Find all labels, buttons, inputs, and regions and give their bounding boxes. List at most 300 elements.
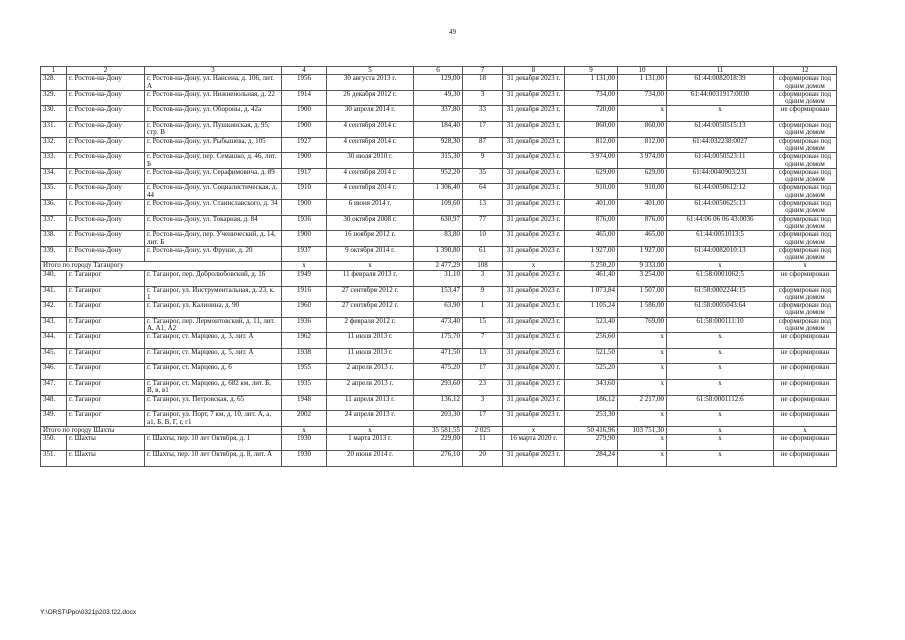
table-cell: 31 декабря 2023 г. <box>503 246 565 262</box>
table-cell: 253,30 <box>565 411 618 427</box>
table-cell: 910,00 <box>565 184 618 200</box>
table-cell: г. Таганрог, ул. Калинина, д. 90 <box>145 302 282 318</box>
table-cell: 1900 <box>282 153 327 169</box>
table-cell: х <box>667 435 774 451</box>
subtotal-cell: х <box>774 262 837 271</box>
table-cell: 1917 <box>282 168 327 184</box>
table-row <box>41 200 837 216</box>
table-cell: 1955 <box>282 364 327 380</box>
table-cell: 523,40 <box>565 317 618 333</box>
table-cell: 31 декабря 2023 г. <box>503 270 565 286</box>
table-cell: 471,50 <box>414 348 463 364</box>
subtotal-cell: х <box>327 426 414 435</box>
table-cell: 2 февраля 2012 г. <box>327 317 414 333</box>
table-cell: 15 <box>463 317 503 333</box>
table-cell: 61:44:0040903:231 <box>667 168 774 184</box>
table-cell: 1900 <box>282 122 327 138</box>
table-row <box>41 348 837 364</box>
table-cell: сформирован под одним домом <box>774 184 837 200</box>
table-cell: г. Таганрог <box>67 317 145 333</box>
table-cell: 31 декабря 2023 г. <box>503 333 565 349</box>
table-cell: х <box>618 411 667 427</box>
table-cell: 10 <box>463 231 503 247</box>
table-cell: 64 <box>463 184 503 200</box>
table-cell: 343,60 <box>565 380 618 396</box>
table-cell: 61 <box>463 246 503 262</box>
table-cell: х <box>667 411 774 427</box>
table-cell: х <box>667 106 774 122</box>
table-cell: 63,90 <box>414 302 463 318</box>
table-cell: 77 <box>463 215 503 231</box>
table-cell: 1914 <box>282 90 327 106</box>
subtotal-cell: х <box>667 426 774 435</box>
table-cell: сформирован под одним домом <box>774 122 837 138</box>
table-cell: 31 декабря 2023 г. <box>503 90 565 106</box>
table-cell: 335. <box>41 184 67 200</box>
column-header: 7 <box>463 67 503 75</box>
table-cell: 31 декабря 2023 г. <box>503 411 565 427</box>
table-cell: х <box>618 380 667 396</box>
table-cell: г. Ростов-на-Дону, пер. Семашко, д. 46, лит. Б <box>145 153 282 169</box>
table-cell: 16 ноября 2012 г. <box>327 231 414 247</box>
table-cell: 20 июня 2014 г. <box>327 450 414 466</box>
table-cell: г. Таганрог <box>67 302 145 318</box>
table-cell: 525,20 <box>565 364 618 380</box>
table-cell: 31 декабря 2023 г. <box>503 184 565 200</box>
table-cell: 229,00 <box>414 435 463 451</box>
table-row <box>41 137 837 153</box>
table-cell: 61:44:0082010:13 <box>667 246 774 262</box>
table-cell: г. Ростов-на-Дону <box>67 137 145 153</box>
table-cell: 876,00 <box>565 215 618 231</box>
table-cell: 769,00 <box>618 317 667 333</box>
table-cell: 629,00 <box>565 168 618 184</box>
table-cell: 1 131,00 <box>565 75 618 91</box>
table-cell: 30 августа 2013 г. <box>327 75 414 91</box>
table-cell: 31 декабря 2023 г. <box>503 215 565 231</box>
table-cell: 13 <box>463 348 503 364</box>
column-header: 3 <box>145 67 282 75</box>
table-cell: г. Шахты, пер. 10 лет Октября, д. 8, лит. А <box>145 450 282 466</box>
table-cell: 49,30 <box>414 90 463 106</box>
table-cell: 337. <box>41 215 67 231</box>
table-cell: 31 декабря 2023 г. <box>503 395 565 411</box>
table-cell: сформирован под одним домом <box>774 302 837 318</box>
table-cell: сформирован под одним домом <box>774 286 837 302</box>
table-cell: г. Таганрог <box>67 333 145 349</box>
subtotal-cell: х <box>774 426 837 435</box>
table-cell: 1938 <box>282 348 327 364</box>
table-cell: 337,80 <box>414 106 463 122</box>
table-cell: 1 927,00 <box>565 246 618 262</box>
table-cell: 61:58:0002244:15 <box>667 286 774 302</box>
table-cell: 17 <box>463 364 503 380</box>
table-row <box>41 184 837 200</box>
table-cell: 11 апреля 2013 г. <box>327 395 414 411</box>
table-cell: сформирован под одним домом <box>774 168 837 184</box>
table-row <box>41 122 837 138</box>
table-cell: г. Ростов-на-Дону <box>67 246 145 262</box>
table-row <box>41 168 837 184</box>
table-cell: 284,24 <box>565 450 618 466</box>
table-cell: 812,00 <box>565 137 618 153</box>
table-cell: 1949 <box>282 270 327 286</box>
column-header: 9 <box>565 67 618 75</box>
table-cell: 27 сентября 2012 г. <box>327 302 414 318</box>
table-cell: 4 сентября 2014 г. <box>327 184 414 200</box>
table-cell: сформирован под одним домом <box>774 75 837 91</box>
table-body <box>41 67 837 467</box>
table-cell: 1 927,00 <box>618 246 667 262</box>
table-cell: 521,50 <box>565 348 618 364</box>
table-cell: 928,30 <box>414 137 463 153</box>
table-cell: г. Таганрог <box>67 411 145 427</box>
column-header: 1 <box>41 67 67 75</box>
table-cell: 276,10 <box>414 450 463 466</box>
table-cell: 812,00 <box>618 137 667 153</box>
table-cell: сформирован под одним домом <box>774 246 837 262</box>
table-cell: 3 254,00 <box>618 270 667 286</box>
table-cell: 1930 <box>282 450 327 466</box>
table-cell: г. Таганрог, ул. Петровская, д. 65 <box>145 395 282 411</box>
table-cell: 1 306,40 <box>414 184 463 200</box>
table-cell: сформирован под одним домом <box>774 231 837 247</box>
table-cell: г. Таганрог <box>67 348 145 364</box>
table-cell: 9 <box>463 286 503 302</box>
table-cell: 3 <box>463 270 503 286</box>
table-cell: г. Ростов-на-Дону <box>67 231 145 247</box>
table-cell: не сформирован <box>774 450 837 466</box>
table-row <box>41 435 837 451</box>
table-cell: г. Таганрог, ст. Марцево, д. 682 км, лит. Б, В, в, в1 <box>145 380 282 396</box>
table-cell: 1 105,24 <box>565 302 618 318</box>
subtotal-cell: 2 025 <box>463 426 503 435</box>
table-cell: 734,00 <box>565 90 618 106</box>
table-cell: 473,40 <box>414 317 463 333</box>
table-cell: 475,20 <box>414 364 463 380</box>
table-cell: 1 <box>463 302 503 318</box>
table-cell: 61:44:0051013:5 <box>667 231 774 247</box>
table-cell: г. Таганрог, ст. Марцево, д. 5, лит. А <box>145 348 282 364</box>
table-cell: сформирован под одним домом <box>774 200 837 216</box>
table-cell: г. Ростов-на-Дону <box>67 184 145 200</box>
table-cell: 876,00 <box>618 215 667 231</box>
table-cell: 61:58:0001112:6 <box>667 395 774 411</box>
column-header: 10 <box>618 67 667 75</box>
table-cell: 61:58:0001062:5 <box>667 270 774 286</box>
table-cell: 31 декабря 2020 г. <box>503 364 565 380</box>
table-cell: 1936 <box>282 215 327 231</box>
table-cell: 401,00 <box>565 200 618 216</box>
table-cell: 3 974,00 <box>565 153 618 169</box>
table-cell: 338. <box>41 231 67 247</box>
subtotal-label: Итого по городу Шахты <box>41 426 282 435</box>
table-row <box>41 395 837 411</box>
table-cell: 31,10 <box>414 270 463 286</box>
table-cell: 256,60 <box>565 333 618 349</box>
table-cell: 2 217,00 <box>618 395 667 411</box>
table-cell: 31 декабря 2023 г. <box>503 168 565 184</box>
table-cell: г. Таганрог <box>67 286 145 302</box>
table-cell: 1930 <box>282 435 327 451</box>
table-row <box>41 450 837 466</box>
table-cell: 1935 <box>282 380 327 396</box>
table-cell: 3 <box>463 90 503 106</box>
table-cell: 16 марта 2020 г. <box>503 435 565 451</box>
table-cell: 33 <box>463 106 503 122</box>
table-cell: 465,00 <box>565 231 618 247</box>
table-cell: 23 <box>463 380 503 396</box>
table-cell: 1916 <box>282 286 327 302</box>
table-cell: 24 апреля 2013 г. <box>327 411 414 427</box>
table-cell: 734,00 <box>618 90 667 106</box>
table-cell: 720,00 <box>565 106 618 122</box>
table-cell: г. Ростов-на-Дону, ул. Токарная, д. 84 <box>145 215 282 231</box>
table-cell: сформирован под одним домом <box>774 137 837 153</box>
table-cell: 333. <box>41 153 67 169</box>
table-cell: г. Ростов-на-Дону, ул. Фрунзе, д. 20 <box>145 246 282 262</box>
table-cell: г. Ростов-на-Дону <box>67 90 145 106</box>
table-cell: х <box>667 380 774 396</box>
table-cell: 343. <box>41 317 67 333</box>
table-cell: 109,60 <box>414 200 463 216</box>
table-cell: 26 декабря 2012 г. <box>327 90 414 106</box>
table-cell: 1900 <box>282 200 327 216</box>
subtotal-cell: 9 333,00 <box>618 262 667 271</box>
table-cell: х <box>618 333 667 349</box>
table-cell: 136,12 <box>414 395 463 411</box>
table-cell: 203,30 <box>414 411 463 427</box>
table-cell: г. Ростов-на-Дону, ул. Станиславского, д. 34 <box>145 200 282 216</box>
table-cell: 30 июля 2010 г. <box>327 153 414 169</box>
table-cell: 18 <box>463 75 503 91</box>
table-row <box>41 411 837 427</box>
table-cell: г. Ростов-на-Дону <box>67 168 145 184</box>
table-row <box>41 270 837 286</box>
table-cell: не сформирован <box>774 435 837 451</box>
table-cell: не сформирован <box>774 395 837 411</box>
subtotal-row <box>41 426 837 435</box>
table-cell: 2 апреля 2013 г. <box>327 380 414 396</box>
table-cell: 348. <box>41 395 67 411</box>
table-cell: 31 декабря 2023 г. <box>503 286 565 302</box>
column-header: 6 <box>414 67 463 75</box>
table-cell: г. Шахты <box>67 435 145 451</box>
table-cell: 329. <box>41 90 67 106</box>
page-number: 49 <box>449 28 456 36</box>
table-row <box>41 106 837 122</box>
table-cell: 31 декабря 2023 г. <box>503 137 565 153</box>
table-cell: 347. <box>41 380 67 396</box>
table-cell: 4 сентября 2014 г. <box>327 122 414 138</box>
table-row <box>41 153 837 169</box>
table-row <box>41 302 837 318</box>
table-cell: г. Ростов-на-Дону, ул. Обороны, д. 42а <box>145 106 282 122</box>
table-cell: 31 декабря 2023 г. <box>503 122 565 138</box>
table-cell: х <box>618 364 667 380</box>
subtotal-cell: х <box>282 262 327 271</box>
table-cell: 339. <box>41 246 67 262</box>
table-cell: 11 февраля 2013 г. <box>327 270 414 286</box>
table-cell: 31 декабря 2023 г. <box>503 317 565 333</box>
table-cell: 30 апреля 2014 г. <box>327 106 414 122</box>
table-cell: 61:44:0050515:13 <box>667 122 774 138</box>
table-cell: 61:44:06 06 06 43:0036 <box>667 215 774 231</box>
table-row <box>41 317 837 333</box>
column-header: 2 <box>67 67 145 75</box>
table-cell: х <box>667 333 774 349</box>
table-cell: 83,80 <box>414 231 463 247</box>
table-cell: 860,00 <box>618 122 667 138</box>
table-row <box>41 380 837 396</box>
table-cell: х <box>667 364 774 380</box>
table-row <box>41 215 837 231</box>
table-cell: г. Таганрог, пер. Добролюбовский, д. 16 <box>145 270 282 286</box>
table-cell: 13 <box>463 200 503 216</box>
column-header: 4 <box>282 67 327 75</box>
subtotal-cell: х <box>667 262 774 271</box>
table-cell: 175,70 <box>414 333 463 349</box>
table-cell: г. Ростов-на-Дону <box>67 122 145 138</box>
table-cell: 9 <box>463 153 503 169</box>
table-cell: г. Ростов-на-Дону <box>67 75 145 91</box>
table-cell: 31 декабря 2023 г. <box>503 106 565 122</box>
table-cell: х <box>667 348 774 364</box>
subtotal-cell: х <box>327 262 414 271</box>
table-cell: 342. <box>41 302 67 318</box>
table-cell: 31 декабря 2023 г. <box>503 302 565 318</box>
table-cell: 336. <box>41 200 67 216</box>
table-cell: не сформирован <box>774 411 837 427</box>
table-cell: 31 декабря 2023 г. <box>503 231 565 247</box>
table-cell: 11 <box>463 435 503 451</box>
table-cell: 1927 <box>282 137 327 153</box>
table-cell: 35 <box>463 168 503 184</box>
table-cell: 31 декабря 2023 г. <box>503 200 565 216</box>
table-cell: г. Таганрог <box>67 395 145 411</box>
table-cell: 328. <box>41 75 67 91</box>
table-cell: 910,00 <box>618 184 667 200</box>
table-cell: 1937 <box>282 246 327 262</box>
table-cell: сформирован под одним домом <box>774 317 837 333</box>
table-cell: 1936 <box>282 317 327 333</box>
table-cell: 31 декабря 2023 г. <box>503 380 565 396</box>
table-cell: 1 390,80 <box>414 246 463 262</box>
table-row <box>41 231 837 247</box>
table-cell: не сформирован <box>774 380 837 396</box>
table-cell: 6 июня 2014 г. <box>327 200 414 216</box>
table-cell: 30 октября 2008 г. <box>327 215 414 231</box>
objects-table <box>40 66 837 467</box>
table-cell: 27 сентября 2012 г. <box>327 286 414 302</box>
subtotal-cell: 35 581,55 <box>414 426 463 435</box>
table-cell: 20 <box>463 450 503 466</box>
file-path-footer: Y:\ORST\Ppo\0321p203.f22.docx <box>40 609 137 616</box>
table-cell: 349. <box>41 411 67 427</box>
table-cell: г. Таганрог <box>67 270 145 286</box>
column-header: 12 <box>774 67 837 75</box>
table-cell: 315,30 <box>414 153 463 169</box>
table-cell: г. Ростов-на-Дону <box>67 153 145 169</box>
table-cell: 350. <box>41 435 67 451</box>
table-cell: г. Таганрог, ул. Порт, 7 км, д. 10, лит. А, а, а1, Б, В, Г, г, г1 <box>145 411 282 427</box>
table-cell: 11 июля 2013 г. <box>327 333 414 349</box>
subtotal-cell: 50 416,96 <box>565 426 618 435</box>
table-cell: 1956 <box>282 75 327 91</box>
table-cell: 31 декабря 2023 г. <box>503 450 565 466</box>
subtotal-cell: х <box>503 426 565 435</box>
table-cell: г. Таганрог, ст. Марцево, д. 6 <box>145 364 282 380</box>
table-cell: 7 <box>463 333 503 349</box>
table-cell: 61:44:0050612:12 <box>667 184 774 200</box>
table-cell: 61:44:0031917:0030 <box>667 90 774 106</box>
subtotal-cell: 103 751,30 <box>618 426 667 435</box>
table-cell: г. Ростов-на-Дону, ул. Социалистическая, д. 44 <box>145 184 282 200</box>
column-header: 5 <box>327 67 414 75</box>
table-cell: 331. <box>41 122 67 138</box>
table-cell: 153,47 <box>414 286 463 302</box>
table-cell: 860,00 <box>565 122 618 138</box>
table-cell: не сформирован <box>774 364 837 380</box>
table-cell: 629,00 <box>618 168 667 184</box>
table-cell: 11 июля 2013 г. <box>327 348 414 364</box>
table-cell: 345. <box>41 348 67 364</box>
table-cell: 461,40 <box>565 270 618 286</box>
table-cell: 87 <box>463 137 503 153</box>
table-cell: 1 131,00 <box>618 75 667 91</box>
subtotal-label: Итого по городу Таганрогу <box>41 262 282 271</box>
column-header: 11 <box>667 67 774 75</box>
table-cell: 31 декабря 2023 г. <box>503 348 565 364</box>
table-cell: г. Ростов-на-Дону, ул. Пушкинская, д. 95, стр. В <box>145 122 282 138</box>
table-cell: 341. <box>41 286 67 302</box>
subtotal-cell: 108 <box>463 262 503 271</box>
subtotal-row <box>41 262 837 271</box>
table-cell: г. Шахты, пер. 10 лет Октября, д. 1 <box>145 435 282 451</box>
table-cell: 1 507,00 <box>618 286 667 302</box>
table-cell: 340. <box>41 270 67 286</box>
table-cell: 293,60 <box>414 380 463 396</box>
table-cell: 61:58:000111:10 <box>667 317 774 333</box>
table-cell: 184,40 <box>414 122 463 138</box>
table-cell: г. Таганрог, ст. Марцево, д. 3, лит. А <box>145 333 282 349</box>
table-cell: г. Ростов-на-Дону, ул. Рыбышева, д. 105 <box>145 137 282 153</box>
table-cell: 2 апреля 2013 г. <box>327 364 414 380</box>
table-cell: 952,20 <box>414 168 463 184</box>
table-cell: не сформирован <box>774 270 837 286</box>
table-cell: г. Ростов-на-Дону <box>67 106 145 122</box>
table-cell: сформирован под одним домом <box>774 153 837 169</box>
table-cell: 1960 <box>282 302 327 318</box>
table-cell: 2002 <box>282 411 327 427</box>
table-cell: г. Ростов-на-Дону, ул. Серафимовича, д. 89 <box>145 168 282 184</box>
table-cell: 17 <box>463 411 503 427</box>
table-cell: 3 974,00 <box>618 153 667 169</box>
table-cell: не сформирован <box>774 106 837 122</box>
table-cell: 61:58:0005043:64 <box>667 302 774 318</box>
table-cell: 61:44:032238:0027 <box>667 137 774 153</box>
table-cell: 61:44:0082018:39 <box>667 75 774 91</box>
table-cell: 346. <box>41 364 67 380</box>
table-cell: 186,12 <box>565 395 618 411</box>
table-cell: 4 сентября 2014 г. <box>327 168 414 184</box>
table-cell: х <box>618 348 667 364</box>
table-cell: сформирован под одним домом <box>774 90 837 106</box>
table-cell: г. Таганрог, пер. Лермонтовский, д. 11, лит. А, А1, А2 <box>145 317 282 333</box>
table-cell: 9 октября 2014 г. <box>327 246 414 262</box>
table-cell: г. Ростов-на-Дону, ул. Нижненольная, д. 22 <box>145 90 282 106</box>
table-cell: х <box>618 106 667 122</box>
